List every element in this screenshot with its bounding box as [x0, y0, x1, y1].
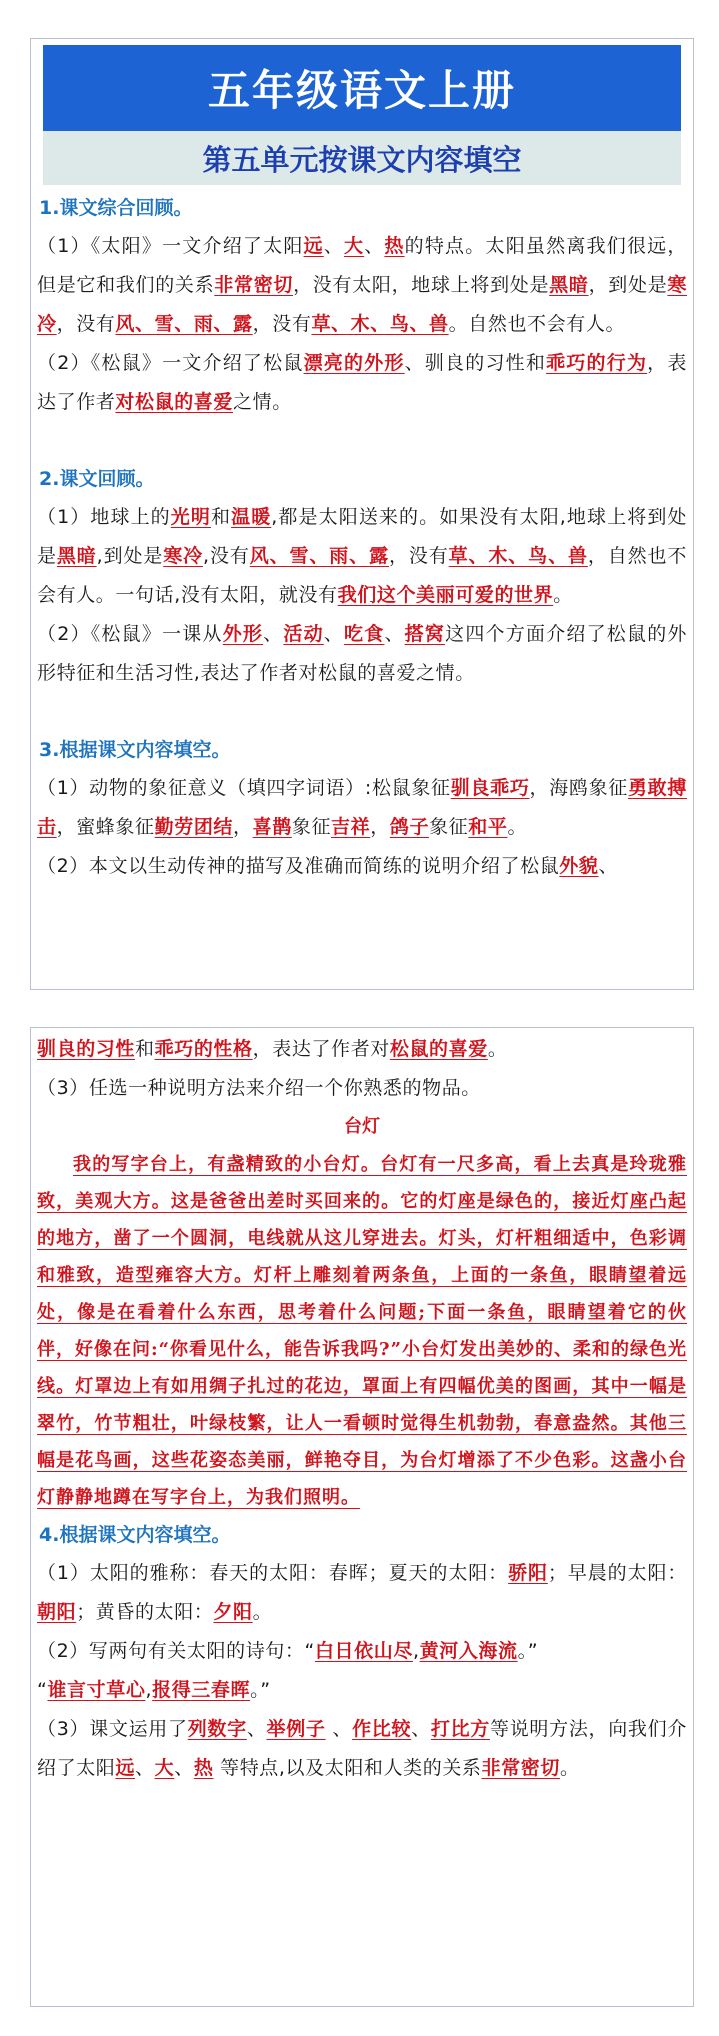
answer: 风、雪、雨、露 [249, 545, 389, 567]
answer: 黄河入海流 [419, 1640, 518, 1662]
text: ，没有太阳，地球上将到处是 [293, 274, 550, 296]
text: 、 [364, 235, 385, 257]
answer: 吃食 [344, 623, 385, 645]
answer: 大 [154, 1757, 175, 1779]
text: 。 [487, 1038, 508, 1060]
text: （2）《松鼠》一课从 [37, 623, 223, 645]
text: ， [233, 816, 253, 838]
answer: 朝阳 [37, 1601, 77, 1623]
section-1-heading: 1.课文综合回顾。 [39, 197, 193, 219]
text: 象征 [429, 816, 469, 838]
card2-body [37, 1030, 687, 1788]
text: （1）《太阳》一文介绍了太阳 [37, 235, 304, 257]
text: 。 [507, 816, 528, 838]
answer: 勤劳团结 [154, 816, 234, 838]
answer: 乖巧的行为 [546, 352, 648, 374]
text: 。 [559, 1757, 580, 1779]
text: ,都是太阳送来的。如果没有太阳,地球上将到处是 [37, 506, 688, 567]
text: 、 [263, 623, 284, 645]
text: “ [37, 1679, 48, 1701]
answer: 列数字 [187, 1718, 247, 1740]
text: ,没有 [203, 545, 250, 567]
page-subtitle: 第五单元按课文内容填空 [43, 131, 681, 185]
text: 的特点。太阳虽然离我们很远，但是它和我们的关系 [37, 235, 687, 296]
text: 、 [325, 1718, 353, 1740]
s4-para-3 [37, 1710, 687, 1788]
text: ，表达了作者 [37, 352, 687, 413]
text: 象征 [291, 816, 332, 838]
s1-para-2 [37, 344, 687, 422]
answer: 我们这个美丽可爱的世界 [337, 584, 554, 606]
text: 等特点,以及太阳和人类的关系 [213, 1757, 482, 1779]
answer: 举例子 [266, 1718, 326, 1740]
text: （3）课文运用了 [37, 1718, 188, 1740]
text: ，没有 [56, 313, 116, 335]
text: 、 [246, 1718, 267, 1740]
answer: 草、木、鸟、兽 [311, 313, 449, 335]
text: 等说明方法，向我们介绍了太阳 [37, 1718, 687, 1779]
s3-para-2-cont [37, 1030, 687, 1069]
text: 、 [323, 235, 344, 257]
section-4-heading: 4.根据课文内容填空。 [39, 1524, 231, 1546]
text: 。” [250, 1679, 271, 1701]
answer: 热 [384, 235, 405, 257]
section-3-heading: 3.根据课文内容填空。 [39, 739, 231, 761]
answer: 打比方 [430, 1718, 491, 1740]
text: 、 [384, 623, 405, 645]
text: （1）动物的象征意义（填四字词语）:松鼠象征 [37, 777, 451, 799]
card1-body [37, 189, 687, 886]
text: 、 [174, 1757, 194, 1779]
answer: 漂亮的外形 [303, 352, 405, 374]
answer: 作比较 [352, 1718, 412, 1740]
answer: 搭窝 [404, 623, 446, 645]
answer: 寒冷 [163, 545, 204, 567]
text: , [412, 1640, 420, 1662]
page-card-1 [30, 38, 694, 990]
answer: 草、木、鸟、兽 [448, 545, 588, 567]
text: 。 [553, 584, 573, 606]
answer: 勇敢搏击 [37, 777, 687, 838]
text: 、驯良的习性和 [404, 352, 547, 374]
text: 。” [517, 1640, 539, 1662]
answer: 吉祥 [331, 816, 371, 838]
answer: 和平 [468, 816, 508, 838]
answer: 夕阳 [213, 1601, 253, 1623]
text: ；黄昏的太阳： [76, 1601, 214, 1623]
answer: 热 [193, 1757, 214, 1779]
text: （2）写两句有关太阳的诗句：“ [37, 1640, 315, 1662]
text: ，表达了作者对 [252, 1038, 390, 1060]
answer: 报得三春晖 [152, 1679, 251, 1701]
text: ；早晨的太阳： [547, 1562, 687, 1584]
text: 、 [411, 1718, 431, 1740]
text: 。 [252, 1601, 273, 1623]
text: 之情。 [233, 391, 292, 413]
text: 和 [210, 506, 232, 528]
s2-para-1 [37, 498, 687, 615]
answer: 谁言寸草心 [47, 1679, 146, 1701]
text: ，没有 [388, 545, 449, 567]
essay-title: 台灯 [344, 1116, 380, 1137]
answer: 大 [343, 235, 365, 257]
answer: 非常密切 [481, 1757, 560, 1779]
answer: 温暖 [231, 506, 272, 528]
answer: 白日依山尽 [314, 1640, 413, 1662]
answer: 松鼠的喜爱 [389, 1038, 488, 1060]
answer: 远 [115, 1757, 136, 1779]
answer: 寒冷 [37, 274, 687, 335]
answer: 乖巧的性格 [154, 1038, 253, 1060]
text: ， [370, 816, 390, 838]
answer: 风、雪、雨、露 [115, 313, 253, 335]
essay-body: 我的写字台上，有盏精致的小台灯。台灯有一尺多高，看上去真是玲珑雅致，美观大方。这是爸爸出差时买回来的。它的灯座是绿色的，接近灯座凸起的地方，凿了一个圆洞，电线就从这儿穿进去。灯头，灯杆粗细适中，色彩调和雅致，造型雍容大方。灯杆上雕刻着两条鱼，上面的一条鱼，眼睛望着远处，像是在看着什么东西，思考着什么问题;下面一条鱼，眼睛望着它的伙伴，好像在问:“你看见什么，能告诉我吗?”小台灯发出美妙的、柔和的绿色光线。灯罩边上有如用绸子扎过的花边，罩面上有四幅优美的图画，其中一幅是翠竹，竹节粗壮，叶绿枝繁，让人一看顿时觉得生机勃勃，春意盎然。其他三幅是花鸟画，这些花姿态美丽，鲜艳夺目，为台灯增添了不少色彩。这盏小台灯静静地蹲在写字台上，为我们照明。 [37, 1154, 687, 1508]
text: ,到处是 [96, 545, 164, 567]
text: , [145, 1679, 153, 1701]
text: ，海鸥象征 [529, 777, 628, 799]
text: 。自然也不会有人。 [448, 313, 626, 335]
answer: 鸽子 [389, 816, 430, 838]
s2-para-2 [37, 615, 687, 693]
text: 这四个方面介绍了松鼠的外形特征和生活习性,表达了作者对松鼠的喜爱之情。 [37, 623, 688, 684]
text: （1）太阳的雅称：春天的太阳：春晖；夏天的太阳： [37, 1562, 509, 1584]
answer: 驯良的习性 [37, 1038, 136, 1060]
answer: 黑暗 [549, 274, 589, 296]
text: 和 [135, 1038, 155, 1060]
spacer [37, 693, 687, 731]
text: 、 [323, 623, 345, 645]
answer: 非常密切 [214, 274, 294, 296]
answer: 黑暗 [56, 545, 97, 567]
s4-para-2 [37, 1632, 687, 1710]
answer: 喜鹊 [252, 816, 292, 838]
answer: 外貌 [559, 855, 599, 877]
text: 、 [598, 855, 619, 877]
text: 、 [135, 1757, 155, 1779]
text: ，蜜蜂象征 [56, 816, 155, 838]
spacer [37, 422, 687, 460]
section-2-heading: 2.课文回顾。 [39, 468, 155, 490]
s3-para-1 [37, 769, 687, 847]
page-card-2 [30, 1027, 694, 2007]
answer: 驯良乖巧 [450, 777, 530, 799]
s3-para-2-start [37, 847, 687, 886]
text: ，到处是 [588, 274, 668, 296]
answer: 光明 [170, 506, 211, 528]
answer: 远 [303, 235, 324, 257]
answer: 对松鼠的喜爱 [115, 391, 234, 413]
answer: 活动 [283, 623, 324, 645]
text: （2）本文以生动传神的描写及准确而简练的说明介绍了松鼠 [37, 855, 560, 877]
text: （1）地球上的 [37, 506, 171, 528]
s1-para-1 [37, 227, 687, 344]
text: ，自然也不会有人。一句话,没有太阳，就没有 [37, 545, 688, 606]
text: （2）《松鼠》一文介绍了松鼠 [37, 352, 304, 374]
s3-para-3: （3）任选一种说明方法来介绍一个你熟悉的物品。 [37, 1077, 481, 1099]
text: ，没有 [252, 313, 312, 335]
s4-para-1 [37, 1554, 687, 1632]
answer: 骄阳 [508, 1562, 548, 1584]
answer: 外形 [222, 623, 264, 645]
page-title: 五年级语文上册 [43, 45, 681, 131]
